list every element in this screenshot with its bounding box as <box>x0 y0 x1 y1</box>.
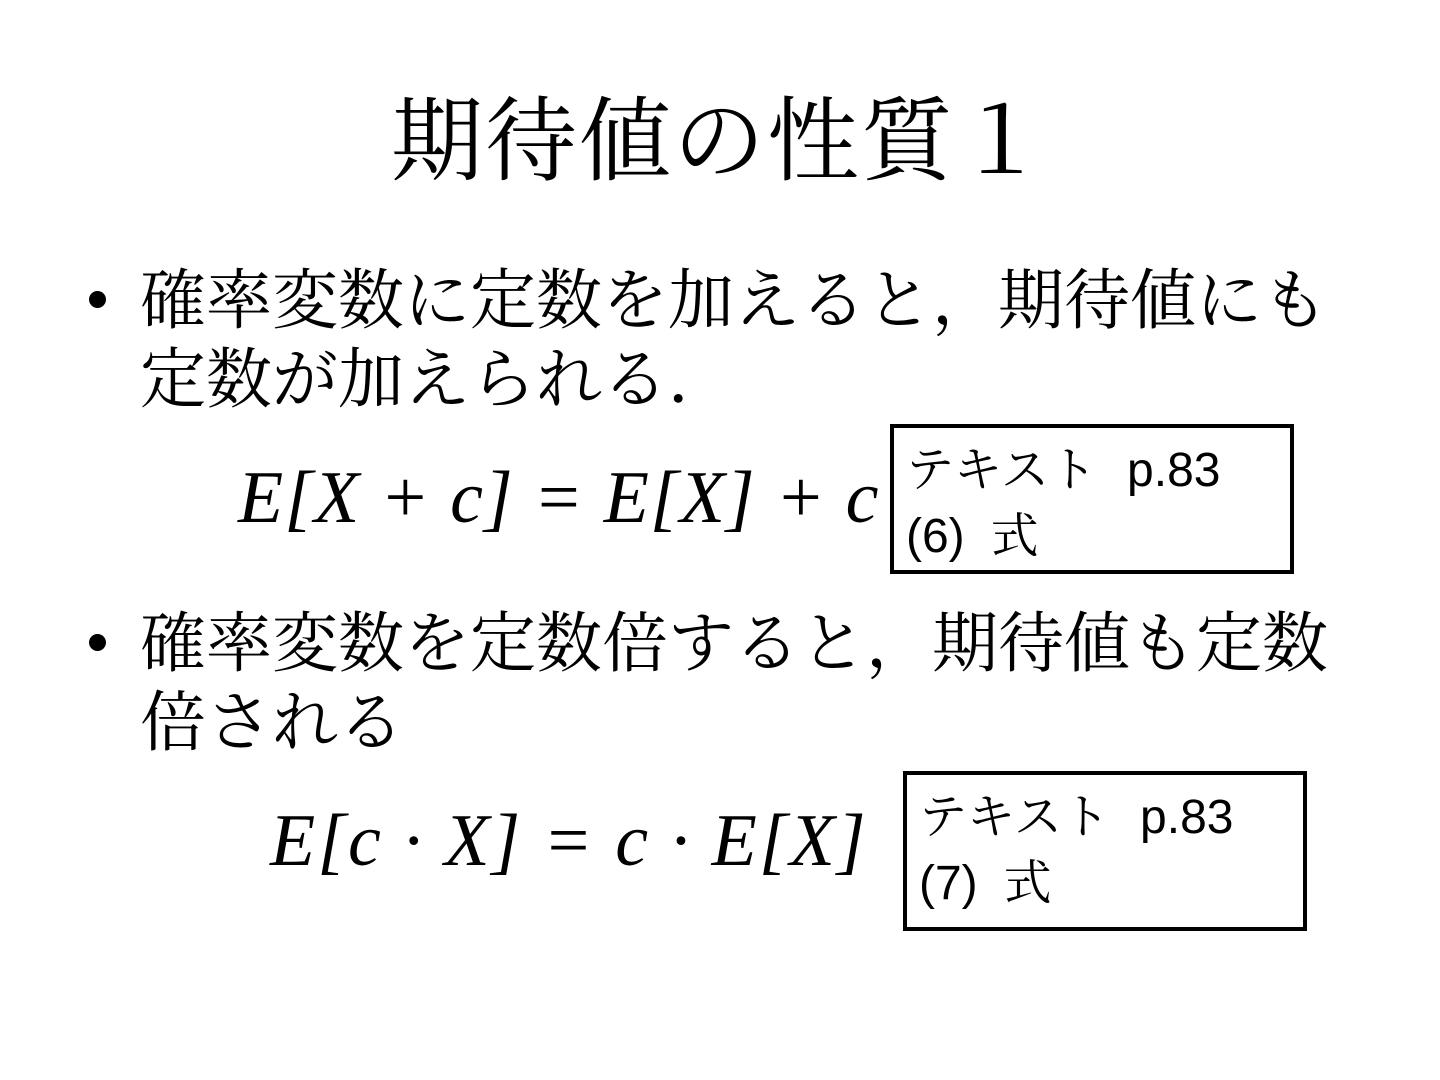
bullet-marker-icon <box>89 291 106 308</box>
reference-page: p.83 <box>1140 791 1234 844</box>
bullet-marker-icon <box>89 634 106 651</box>
textbook-reference-box-2 <box>903 771 1307 931</box>
bullet-text-line: 定数が加えられる． <box>140 342 734 416</box>
bullet-text-line: 倍される <box>140 685 404 759</box>
bullet-text-line: 確率変数に定数を加えると，期待値にも <box>140 263 1328 337</box>
reference-label: テキスト <box>919 791 1111 844</box>
formula-multiply-constant: E[c · X] = c · E[X] <box>270 800 868 882</box>
reference-line-2 <box>919 851 1303 917</box>
reference-line-2 <box>906 504 1290 570</box>
reference-label: テキスト <box>906 444 1098 497</box>
bullet-text-line: 確率変数を定数倍すると，期待値も定数 <box>140 606 1328 680</box>
reference-page: p.83 <box>1127 444 1221 497</box>
reference-line-1 <box>919 785 1303 851</box>
formula-add-constant: E[X + c] = E[X] + c <box>238 457 880 539</box>
equation-word: 式 <box>990 510 1039 563</box>
reference-line-1 <box>906 438 1290 504</box>
bullet-item-add-constant <box>140 261 1328 419</box>
equation-word: 式 <box>1003 857 1052 910</box>
slide-title: 期待値の性質１ <box>390 91 1049 193</box>
bullet-item-multiply-constant <box>140 604 1328 762</box>
equation-number: (6) <box>906 510 965 563</box>
textbook-reference-box-1 <box>890 424 1294 574</box>
equation-number: (7) <box>919 857 978 910</box>
